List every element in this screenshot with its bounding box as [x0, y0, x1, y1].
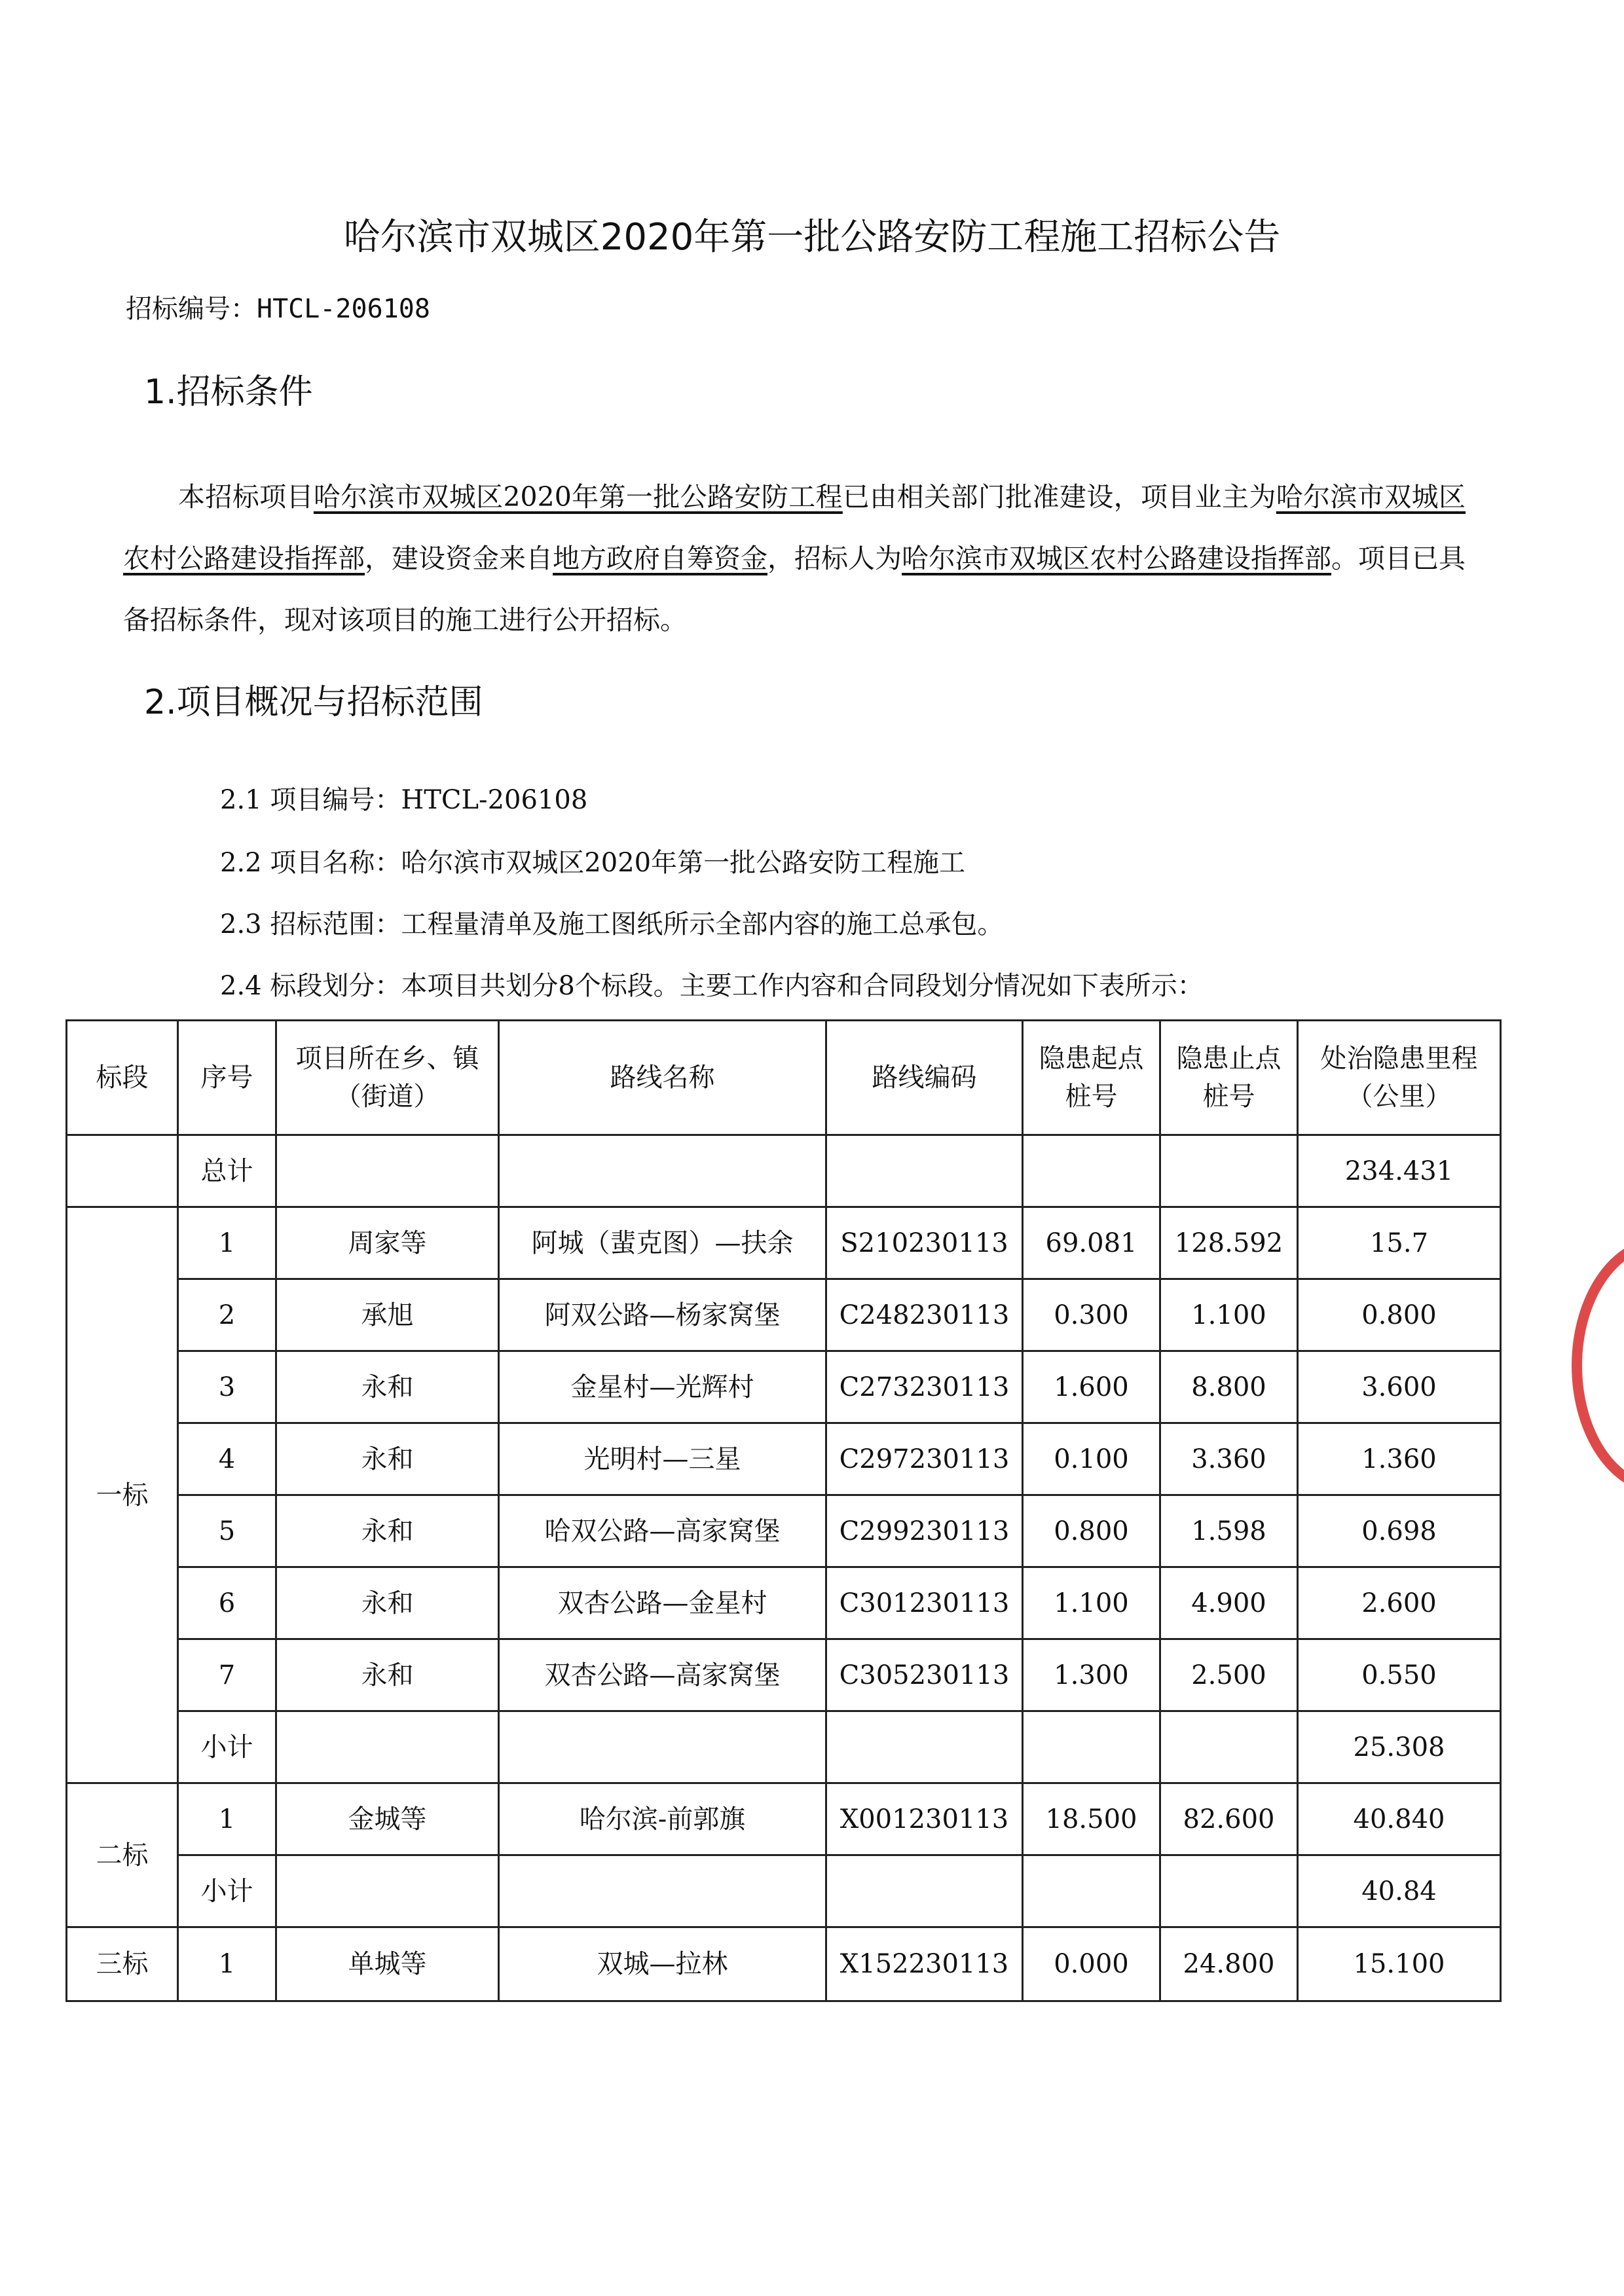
cell: 1.600 — [1023, 1351, 1160, 1423]
empty-cell — [499, 1711, 826, 1783]
empty-cell — [1023, 1711, 1160, 1783]
empty-cell — [826, 1711, 1023, 1783]
empty-cell — [1160, 1855, 1298, 1927]
para-text-c: ，建设资金来自 — [365, 543, 553, 574]
section-name: 一标 — [67, 1207, 178, 1783]
total-value: 234.431 — [1298, 1135, 1501, 1207]
total-label: 总计 — [178, 1135, 276, 1207]
cell: 2.600 — [1298, 1567, 1501, 1639]
cell: 0.800 — [1298, 1279, 1501, 1351]
subtotal-label: 小计 — [178, 1711, 276, 1783]
cell: 0.550 — [1298, 1639, 1501, 1711]
tenderer: 哈尔滨市双城区农村公路建设指挥部 — [902, 543, 1331, 574]
section-name: 二标 — [67, 1783, 178, 1927]
document-title: 哈尔滨市双城区2020年第一批公路安防工程施工招标公告 — [343, 216, 1281, 259]
cell: 1.598 — [1160, 1495, 1298, 1567]
cell: 2 — [178, 1279, 276, 1351]
cell: 永和 — [276, 1495, 499, 1567]
cell: 3.360 — [1160, 1423, 1298, 1495]
cell: C248230113 — [826, 1279, 1023, 1351]
red-seal-stamp — [1572, 1237, 1624, 1494]
cell: 24.800 — [1160, 1927, 1298, 2001]
cell: 双城—拉林 — [499, 1927, 826, 2001]
table-row — [67, 1351, 1501, 1423]
project-owner: 哈尔滨市双城区农村公路建设指挥部 — [123, 481, 1466, 574]
cell: 5 — [178, 1495, 276, 1567]
table-row — [67, 1279, 1501, 1351]
subtotal-value: 40.84 — [1298, 1855, 1501, 1927]
cell: 金星村—光辉村 — [499, 1351, 826, 1423]
cell: 1 — [178, 1783, 276, 1855]
section1-paragraph — [123, 466, 1466, 651]
total-row — [67, 1135, 1501, 1207]
header-cell: 隐患起点桩号 — [1023, 1021, 1160, 1135]
cell: 0.000 — [1023, 1927, 1160, 2001]
empty-cell — [826, 1855, 1023, 1927]
cell: C273230113 — [826, 1351, 1023, 1423]
empty-cell — [276, 1855, 499, 1927]
cell: 永和 — [276, 1639, 499, 1711]
empty-cell — [276, 1135, 499, 1207]
cell: 40.840 — [1298, 1783, 1501, 1855]
empty-cell — [1023, 1855, 1160, 1927]
cell: C299230113 — [826, 1495, 1023, 1567]
cell: 6 — [178, 1567, 276, 1639]
empty-cell — [1023, 1135, 1160, 1207]
cell: 1 — [178, 1207, 276, 1279]
header-cell: 隐患止点桩号 — [1160, 1021, 1298, 1135]
cell: 金城等 — [276, 1783, 499, 1855]
cell: 15.100 — [1298, 1927, 1501, 2001]
item-project-name: 2.2 项目名称：哈尔滨市双城区2020年第一批公路安防工程施工 — [220, 848, 966, 878]
empty-cell — [1160, 1711, 1298, 1783]
cell: 3 — [178, 1351, 276, 1423]
cell: 1.100 — [1023, 1567, 1160, 1639]
table-row — [67, 1567, 1501, 1639]
table-row — [67, 1639, 1501, 1711]
cell: C301230113 — [826, 1567, 1023, 1639]
para-text-b: 已由相关部门批准建设，项目业主为 — [842, 481, 1276, 513]
project-name: 哈尔滨市双城区2020年第一批公路安防工程 — [313, 481, 843, 513]
section-name: 三标 — [67, 1927, 178, 2001]
cell: 哈尔滨-前郭旗 — [499, 1783, 826, 1855]
cell: 0.698 — [1298, 1495, 1501, 1567]
item-scope: 2.3 招标范围：工程量清单及施工图纸所示全部内容的施工总承包。 — [220, 909, 1004, 939]
cell: 1.360 — [1298, 1423, 1501, 1495]
subtotal-row — [67, 1855, 1501, 1927]
cell: 4 — [178, 1423, 276, 1495]
cell: X152230113 — [826, 1927, 1023, 2001]
table-row — [67, 1207, 1501, 1279]
subtotal-row — [67, 1711, 1501, 1783]
header-cell: 标段 — [67, 1021, 178, 1135]
cell: 哈双公路—高家窝堡 — [499, 1495, 826, 1567]
cell: 1 — [178, 1927, 276, 2001]
empty-cell — [499, 1135, 826, 1207]
cell: 双杏公路—高家窝堡 — [499, 1639, 826, 1711]
table-row — [67, 1927, 1501, 2001]
cell: 1.100 — [1160, 1279, 1298, 1351]
subtotal-label: 小计 — [178, 1855, 276, 1927]
empty-cell — [499, 1855, 826, 1927]
cell: C305230113 — [826, 1639, 1023, 1711]
item-sections: 2.4 标段划分：本项目共划分8个标段。主要工作内容和合同段划分情况如下表所示： — [220, 971, 1204, 1001]
empty-cell — [826, 1135, 1023, 1207]
cell: 3.600 — [1298, 1351, 1501, 1423]
fund-source: 地方政府自筹资金 — [553, 543, 767, 574]
cell: 双杏公路—金星村 — [499, 1567, 826, 1639]
bid-sections-table — [65, 1019, 1502, 2002]
item-project-number: 2.1 项目编号：HTCL-206108 — [220, 785, 588, 815]
table-row — [67, 1783, 1501, 1855]
header-cell: 处治隐患里程（公里） — [1298, 1021, 1501, 1135]
subtotal-value: 25.308 — [1298, 1711, 1501, 1783]
cell: 永和 — [276, 1567, 499, 1639]
cell: 承旭 — [276, 1279, 499, 1351]
table-row — [67, 1495, 1501, 1567]
para-text-d: ，招标人为 — [767, 543, 902, 574]
cell: 7 — [178, 1639, 276, 1711]
cell: X001230113 — [826, 1783, 1023, 1855]
cell: 光明村—三星 — [499, 1423, 826, 1495]
cell: 阿城（蜚克图）—扶余 — [499, 1207, 826, 1279]
header-cell: 路线名称 — [499, 1021, 826, 1135]
header-cell: 路线编码 — [826, 1021, 1023, 1135]
section2-heading: 2.项目概况与招标范围 — [144, 683, 483, 722]
cell: S210230113 — [826, 1207, 1023, 1279]
header-cell: 序号 — [178, 1021, 276, 1135]
empty-cell — [276, 1711, 499, 1783]
cell: 0.100 — [1023, 1423, 1160, 1495]
cell: 82.600 — [1160, 1783, 1298, 1855]
header-cell: 项目所在乡、镇（街道） — [276, 1021, 499, 1135]
cell: 单城等 — [276, 1927, 499, 2001]
cell: 0.800 — [1023, 1495, 1160, 1567]
empty-cell — [1160, 1135, 1298, 1207]
cell: C297230113 — [826, 1423, 1023, 1495]
table-header-row — [67, 1021, 1501, 1135]
cell: 永和 — [276, 1423, 499, 1495]
cell: 15.7 — [1298, 1207, 1501, 1279]
table-row — [67, 1423, 1501, 1495]
cell: 2.500 — [1160, 1639, 1298, 1711]
bid-number: 招标编号：HTCL-206108 — [126, 294, 430, 324]
cell: 阿双公路—杨家窝堡 — [499, 1279, 826, 1351]
cell: 69.081 — [1023, 1207, 1160, 1279]
para-text-a: 本招标项目 — [178, 481, 314, 513]
cell: 周家等 — [276, 1207, 499, 1279]
section1-heading: 1.招标条件 — [144, 373, 313, 412]
cell: 8.800 — [1160, 1351, 1298, 1423]
cell: 永和 — [276, 1351, 499, 1423]
empty-cell — [67, 1135, 178, 1207]
cell: 4.900 — [1160, 1567, 1298, 1639]
cell: 128.592 — [1160, 1207, 1298, 1279]
cell: 0.300 — [1023, 1279, 1160, 1351]
cell: 1.300 — [1023, 1639, 1160, 1711]
cell: 18.500 — [1023, 1783, 1160, 1855]
para-text-e: 。项目已具备招标条件，现对该项目的施工进行公开招标。 — [123, 543, 1466, 636]
